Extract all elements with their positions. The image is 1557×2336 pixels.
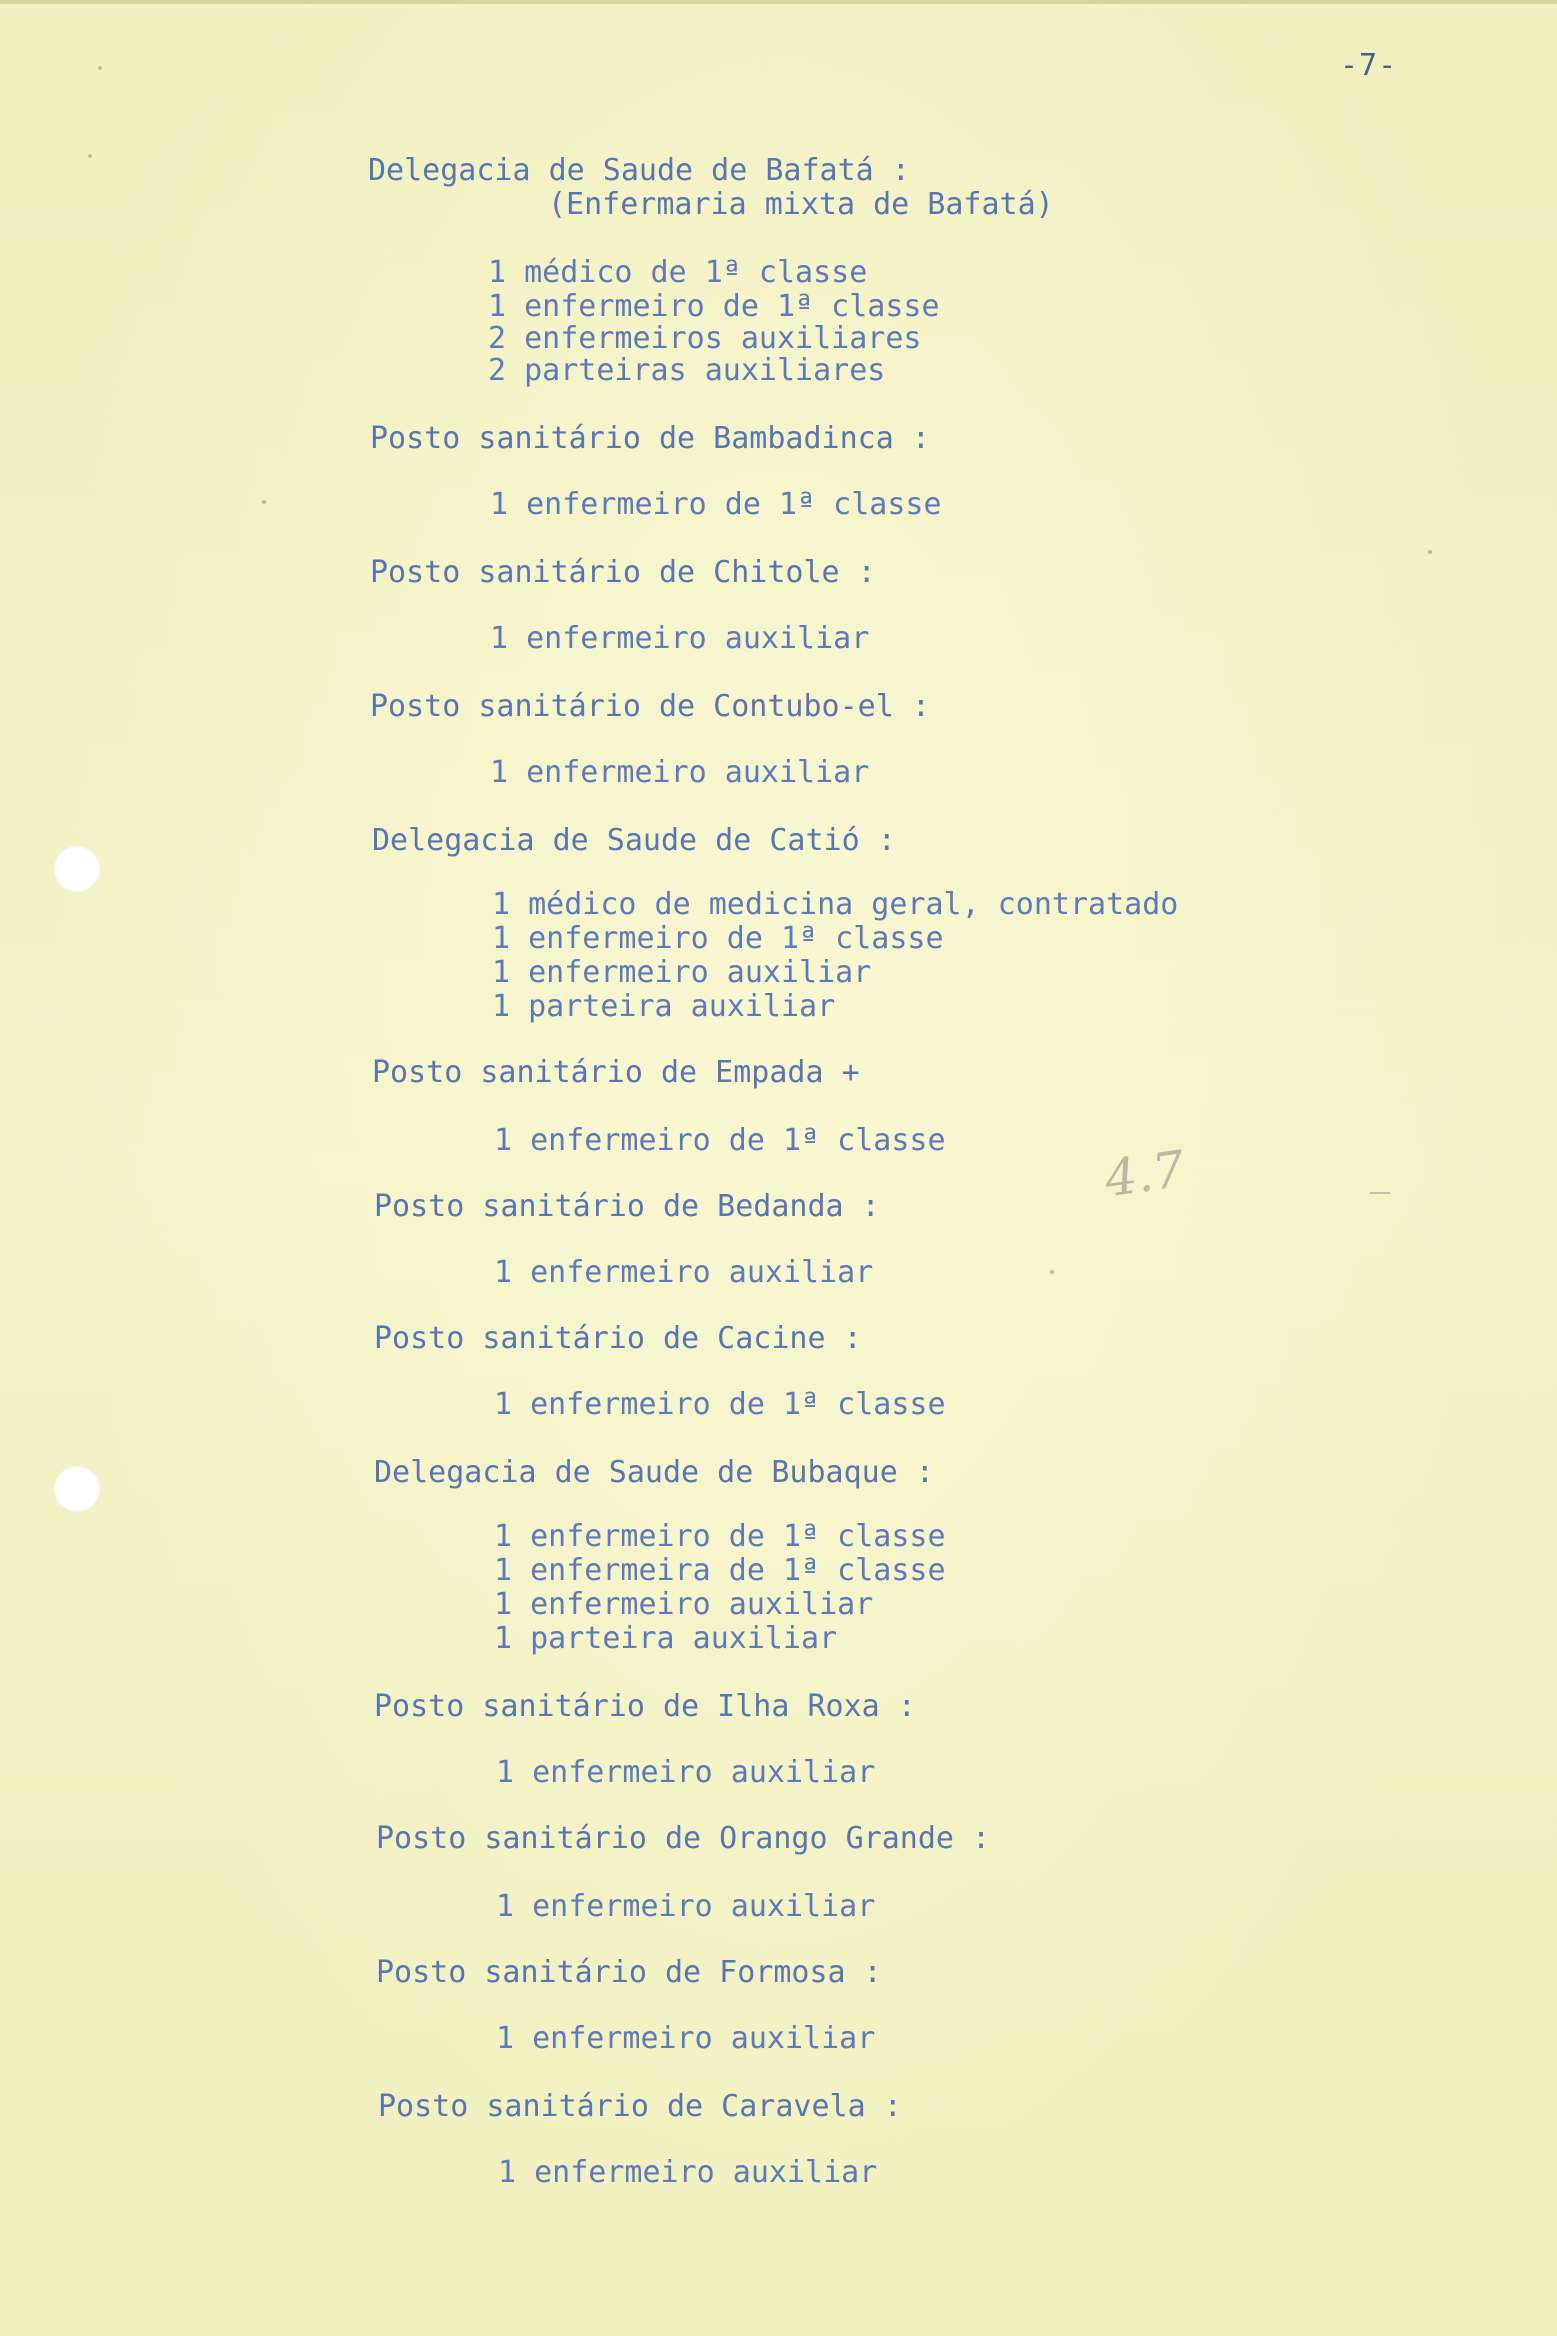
staff-item: 1 enfermeiro auxiliar (498, 2155, 878, 2190)
section-heading: Posto sanitário de Chitole : (370, 555, 876, 590)
handwritten-note: 4.7 (1101, 1139, 1189, 1209)
section-heading: Posto sanitário de Orango Grande : (376, 1821, 991, 1856)
staff-item: 1 enfermeiro auxiliar (496, 1755, 876, 1790)
section-heading: Delegacia de Saude de Bubaque : (374, 1455, 934, 1490)
section-heading: Posto sanitário de Contubo-el : (370, 689, 930, 724)
staff-item: 1 enfermeiro auxiliar (492, 955, 872, 990)
section-heading: Posto sanitário de Caravela : (378, 2089, 902, 2124)
section-heading: Posto sanitário de Bedanda : (374, 1189, 880, 1224)
page-number: -7- (1340, 48, 1398, 83)
paper-speck (262, 500, 266, 504)
section-heading: Posto sanitário de Bambadinca : (370, 421, 930, 456)
section-heading: Posto sanitário de Ilha Roxa : (374, 1689, 916, 1724)
section-heading: Posto sanitário de Cacine : (374, 1321, 862, 1356)
staff-item: 2 enfermeiros auxiliares (488, 321, 922, 356)
paper-speck (1050, 1270, 1054, 1274)
staff-item: 1 enfermeiro auxiliar (496, 1889, 876, 1924)
staff-item: 1 médico de 1ª classe (488, 255, 868, 290)
staff-item: 2 parteiras auxiliares (488, 353, 886, 388)
staff-item: 1 médico de medicina geral, contratado (492, 887, 1179, 922)
staff-item: 1 enfermeiro auxiliar (496, 2021, 876, 2056)
staff-item: 1 enfermeiro de 1ª classe (490, 487, 942, 522)
staff-item: 1 enfermeiro auxiliar (490, 755, 870, 790)
paper-speck (88, 154, 92, 158)
staff-item: 1 enfermeiro de 1ª classe (494, 1519, 946, 1554)
staff-item: 1 enfermeiro de 1ª classe (492, 921, 944, 956)
paper-speck (98, 66, 102, 70)
staff-item: 1 enfermeiro de 1ª classe (488, 289, 940, 324)
staff-item: 1 enfermeira de 1ª classe (494, 1553, 946, 1588)
staff-item: 1 parteira auxiliar (494, 1621, 838, 1656)
section-subheading: (Enfermaria mixta de Bafatá) (548, 187, 1054, 222)
section-heading: Posto sanitário de Empada + (372, 1055, 860, 1090)
section-heading: Delegacia de Saude de Catió : (372, 823, 896, 858)
staff-item: 1 parteira auxiliar (492, 989, 836, 1024)
staff-item: 1 enfermeiro auxiliar (494, 1255, 874, 1290)
punch-hole-lower (54, 1466, 100, 1512)
section-heading: Posto sanitário de Formosa : (376, 1955, 882, 1990)
staff-item: 1 enfermeiro auxiliar (494, 1587, 874, 1622)
paper-top-edge (0, 0, 1557, 4)
punch-hole-upper (54, 846, 100, 892)
section-heading: Delegacia de Saude de Bafatá : (368, 153, 910, 188)
staff-item: 1 enfermeiro auxiliar (490, 621, 870, 656)
handwritten-dash (1370, 1192, 1390, 1194)
staff-item: 1 enfermeiro de 1ª classe (494, 1123, 946, 1158)
staff-item: 1 enfermeiro de 1ª classe (494, 1387, 946, 1422)
paper-speck (1428, 550, 1432, 554)
